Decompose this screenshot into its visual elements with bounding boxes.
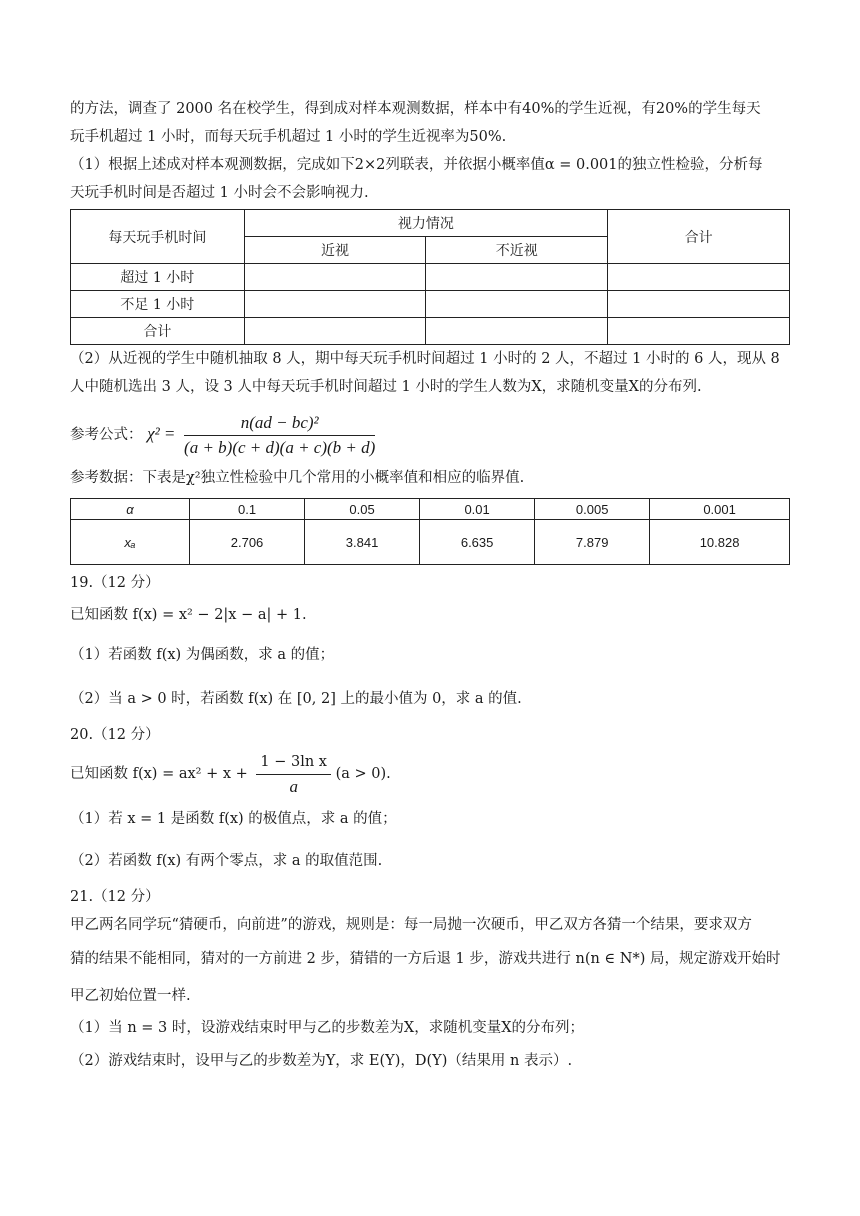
formula-numerator: n(ad − bc)² — [184, 413, 375, 436]
q18-line2: 玩手机超过 1 小时，而每天玩手机超过 1 小时的学生近视率为50%. — [70, 129, 507, 145]
reference-formula — [70, 411, 792, 458]
q20-stem — [70, 749, 792, 799]
critical-value-cell: 3.841 — [305, 520, 420, 565]
q19-part1: （1）若函数 f(x) 为偶函数，求 a 的值； — [70, 647, 335, 663]
alpha-cell: 0.1 — [190, 499, 305, 520]
q21-part2: （2）游戏结束时，设甲与乙的步数差为Y，求 E(Y)，D(Y)（结果用 n 表示）. — [70, 1053, 573, 1069]
q21-line2: 猜的结果不能相同，猜对的一方前进 2 步，猜错的一方后退 1 步，游戏共进行 n(n ∈ N*) 局，规定游戏开始时 — [70, 951, 781, 967]
table-cell — [426, 318, 608, 345]
table-row — [71, 291, 790, 318]
q19-stem: 已知函数 f(x) = x² − 2|x − a| + 1. — [70, 607, 307, 623]
q20-denominator: a — [289, 776, 298, 796]
contingency-table — [70, 209, 790, 345]
formula-lhs: χ² = — [147, 424, 176, 443]
exam-page — [70, 95, 792, 1079]
q19-header: 19.（12 分） — [70, 575, 160, 591]
table-row-header: 每天玩手机时间 — [71, 210, 245, 264]
q18-part1-line2: 天玩手机时间是否超过 1 小时会不会影响视力. — [70, 185, 369, 201]
formula-fraction — [184, 413, 375, 458]
critical-value-cell: 6.635 — [420, 520, 535, 565]
table-group-header: 视力情况 — [244, 210, 608, 237]
critical-value-cell: 2.706 — [190, 520, 305, 565]
table-row-label: 合计 — [71, 318, 245, 345]
alpha-cell: 0.001 — [650, 499, 790, 520]
table-col-not-myopia: 不近视 — [426, 237, 608, 264]
table-row — [71, 520, 790, 565]
q20-numerator: 1 − 3ln x — [256, 752, 331, 775]
q18-part1-line1: （1）根据上述成对样本观测数据，完成如下2×2列联表，并依据小概率值α = 0.001的独立性检验，分析每 — [70, 157, 763, 173]
table-cell — [608, 318, 790, 345]
critical-value-cell: 10.828 — [650, 520, 790, 565]
q21-part1: （1）当 n = 3 时，设游戏结束时甲与乙的步数差为X，求随机变量X的分布列； — [70, 1020, 585, 1036]
q18-part2-line1: （2）从近视的学生中随机抽取 8 人，期中每天玩手机时间超过 1 小时的 2 人，不超过 1 小时的 6 人，现从 8 — [70, 351, 780, 367]
table-total-header: 合计 — [608, 210, 790, 264]
table-row — [71, 264, 790, 291]
formula-denominator: (a + b)(c + d)(a + c)(b + d) — [184, 437, 376, 457]
table-row — [71, 318, 790, 345]
alpha-cell: 0.01 — [420, 499, 535, 520]
q20-part1: （1）若 x = 1 是函数 f(x) 的极值点，求 a 的值； — [70, 811, 397, 827]
table-cell — [244, 291, 426, 318]
q20-header: 20.（12 分） — [70, 727, 160, 743]
x-alpha-label: xₐ — [71, 520, 190, 565]
alpha-label: α — [71, 499, 190, 520]
table-cell — [608, 291, 790, 318]
q21-line1: 甲乙两名同学玩“猜硬币，向前进”的游戏，规则是：每一局抛一次硬币，甲乙双方各猜一个结果，要求双方 — [70, 917, 752, 933]
critical-value-cell: 7.879 — [535, 520, 650, 565]
table-cell — [244, 318, 426, 345]
table-row — [71, 499, 790, 520]
table-cell — [426, 264, 608, 291]
table-row-label: 不足 1 小时 — [71, 291, 245, 318]
q21-header: 21.（12 分） — [70, 889, 160, 905]
q20-stem-post: (a > 0). — [335, 766, 391, 782]
critical-value-table — [70, 498, 790, 565]
q20-fraction — [256, 752, 331, 797]
q19-part2: （2）当 a > 0 时，若函数 f(x) 在 [0, 2] 上的最小值为 0，求 a 的值. — [70, 691, 522, 707]
reference-data-text: 参考数据：下表是χ²独立性检验中几个常用的小概率值和相应的临界值. — [70, 470, 525, 486]
table-cell — [244, 264, 426, 291]
q18-line1: 的方法，调查了 2000 名在校学生，得到成对样本观测数据，样本中有40%的学生近视，有20%的学生每天 — [70, 101, 761, 117]
q20-stem-pre: 已知函数 f(x) = ax² + x + — [70, 766, 248, 782]
q20-part2: （2）若函数 f(x) 有两个零点，求 a 的取值范围. — [70, 853, 383, 869]
q18-part2-line2: 人中随机选出 3 人，设 3 人中每天玩手机时间超过 1 小时的学生人数为X，求随机变量X的分布列. — [70, 379, 702, 395]
alpha-cell: 0.005 — [535, 499, 650, 520]
table-col-myopia: 近视 — [244, 237, 426, 264]
alpha-cell: 0.05 — [305, 499, 420, 520]
formula-label: 参考公式： — [70, 427, 143, 443]
q21-line3: 甲乙初始位置一样. — [70, 988, 191, 1004]
table-cell — [426, 291, 608, 318]
table-row-label: 超过 1 小时 — [71, 264, 245, 291]
table-cell — [608, 264, 790, 291]
